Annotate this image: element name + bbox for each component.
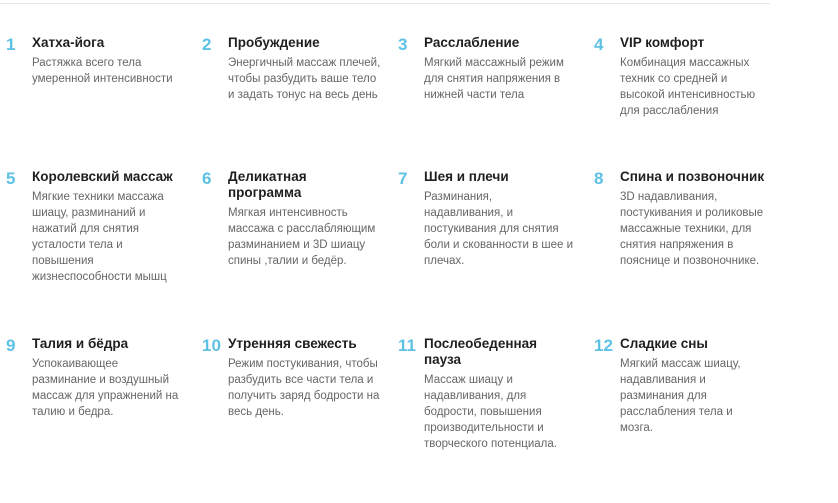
program-title: Королевский массаж (32, 169, 173, 184)
program-number: 3 (398, 35, 408, 54)
program-number: 8 (594, 169, 604, 188)
program-number: 6 (202, 169, 212, 188)
program-description: 3D надавливания, постукивания и роликовые массажные техники, для снятия напряжения в пояснице и позвоночнике. (620, 191, 764, 267)
program-title: Утренняя свежесть (228, 336, 357, 351)
program-number: 9 (6, 336, 16, 355)
program-title: Спина и позвоночник (620, 169, 765, 184)
program-title: Шея и плечи (424, 169, 509, 184)
program-description: Разминания, надавливания, и постукивания для снятия боли и скованности в шее и плечах. (424, 191, 574, 267)
program-number: 4 (594, 35, 604, 54)
program-description: Мягкий массажный режим для снятия напряжения в нижней части тела (424, 57, 564, 101)
program-title: VIP комфорт (620, 35, 705, 50)
program-description: Комбинация массажных техник со средней и высокой интенсивностью для расслабления (620, 57, 756, 117)
program-title: Расслабление (424, 35, 520, 50)
program-description: Мягкая интенсивность массажа с расслабляющим разминанием и 3D шиацу спины ,талии и бедёр. (228, 207, 376, 267)
program-number: 10 (202, 336, 221, 355)
program-description: Мягкий массаж шиацу, надавливания и разминания для расслабления тела и мозга. (620, 358, 741, 434)
program-title: Деликатная программа (228, 169, 307, 200)
top-divider (0, 3, 770, 4)
program-title: Послеобеденная пауза (424, 336, 538, 367)
program-number: 7 (398, 169, 408, 188)
program-description: Массаж шиацу и надавливания, для бодрости, повышения производительности и творческого потенциала. (424, 374, 557, 450)
program-description: Режим постукивания, чтобы разбудить все части тела и получить заряд бодрости на весь день. (228, 358, 380, 418)
program-description: Успокаивающее разминание и воздушный массаж для упражнений на талию и бедра. (32, 358, 179, 418)
program-description: Растяжка всего тела умеренной интенсивности (32, 57, 173, 85)
program-number: 12 (594, 336, 613, 355)
program-description: Энергичный массаж плечей, чтобы разбудить ваше тело и задать тонус на весь день (228, 57, 381, 101)
program-title: Талия и бёдра (32, 336, 129, 351)
program-number: 5 (6, 169, 16, 188)
program-number: 11 (398, 336, 416, 355)
program-title: Хатха-йога (32, 35, 105, 50)
program-title: Сладкие сны (620, 336, 708, 351)
program-description: Мягкие техники массажа шиацу, разминаний и нажатий для снятия усталости тела и повышения жизнеспособности мышц (32, 191, 167, 283)
program-number: 1 (6, 35, 16, 54)
program-title: Пробуждение (228, 35, 320, 50)
program-number: 2 (202, 35, 212, 54)
